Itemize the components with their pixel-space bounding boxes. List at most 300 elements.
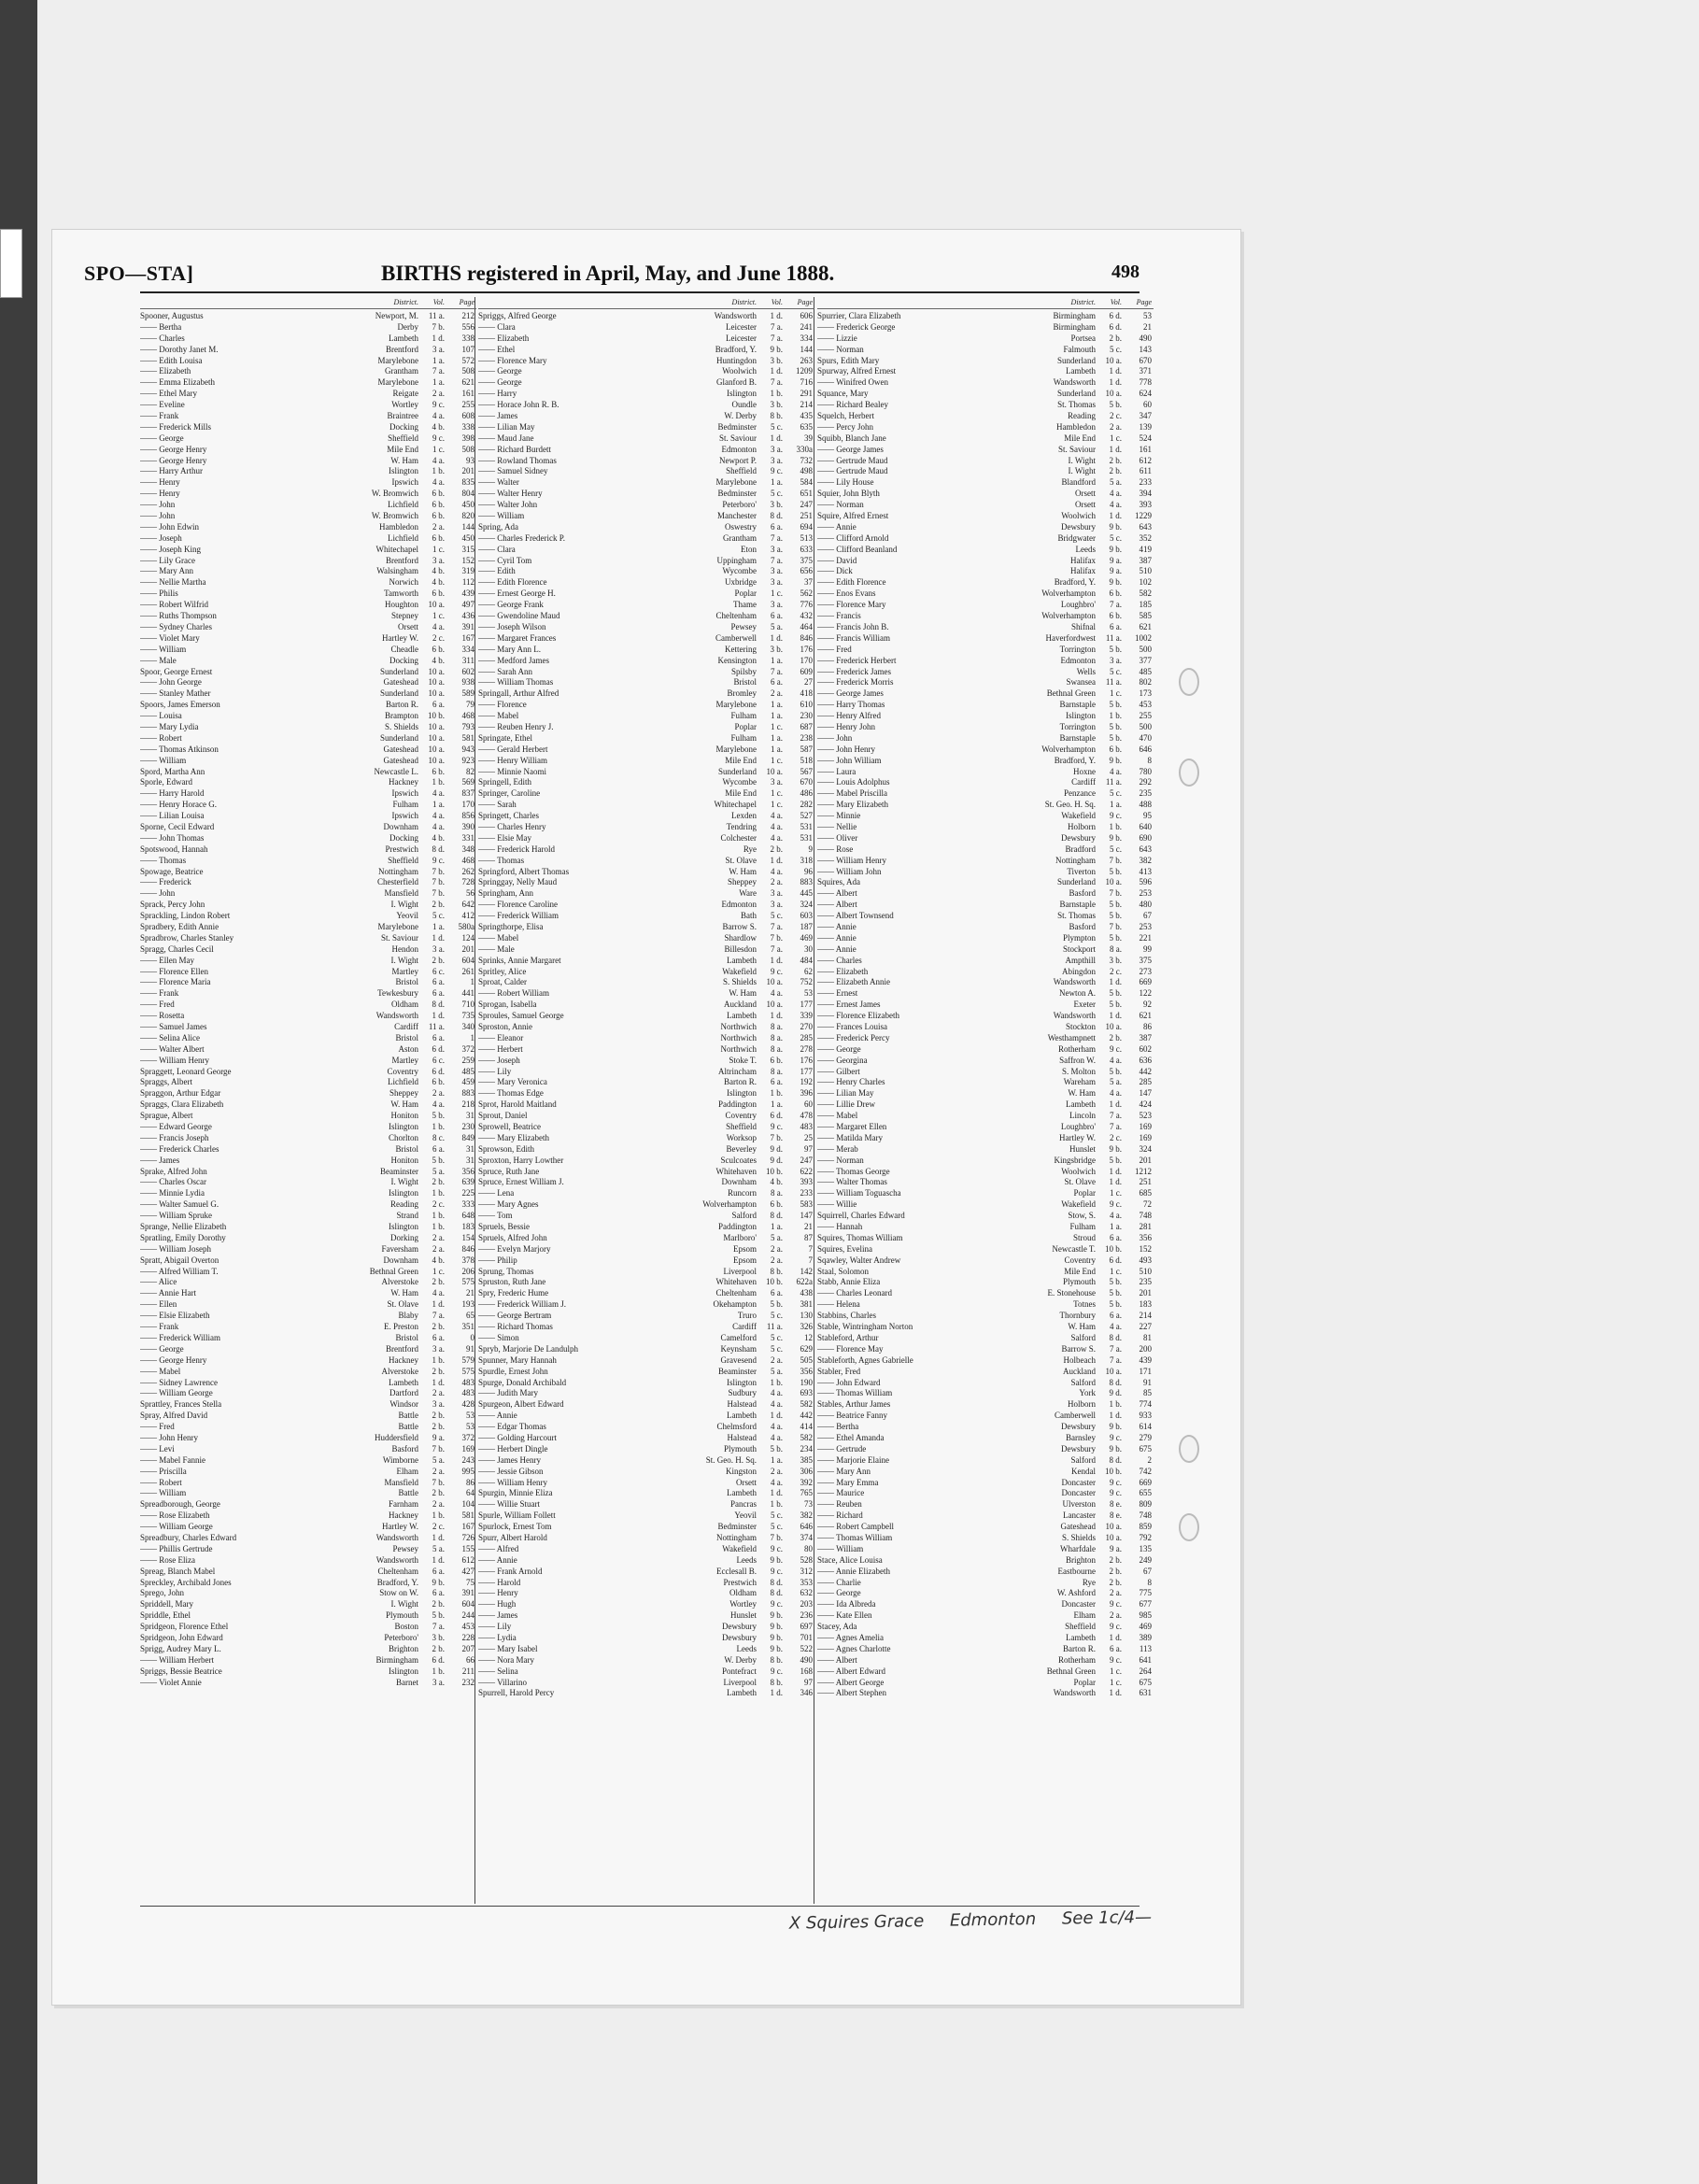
entry-volume: 9 b. (770, 1610, 783, 1621)
entry-district: Sunderland (380, 732, 418, 743)
entry-page: 79 (466, 700, 474, 710)
entry-district: Bath (741, 911, 757, 921)
entry-name: —— Sarah (478, 800, 517, 810)
entry-district: Lambeth (727, 1011, 757, 1021)
entry-page: 587 (800, 744, 813, 754)
entry-name: —— Lizzie (817, 333, 857, 343)
entry-page: 183 (461, 1222, 474, 1232)
entry-volume: 4 a. (1110, 1088, 1122, 1099)
entry-page: 642 (461, 900, 474, 910)
register-entry (140, 811, 476, 822)
entry-page: 339 (800, 1011, 813, 1021)
entry-page: 1 (470, 1032, 474, 1042)
entry-name: —— Ellen May (140, 955, 194, 965)
entry-name: —— Clara (478, 321, 516, 332)
entry-district: Martley (391, 1055, 418, 1065)
entry-volume: 7 a. (771, 666, 783, 676)
entry-volume: 1 d. (770, 366, 783, 376)
entry-page: 500 (1139, 644, 1152, 654)
entry-volume: 5 c. (771, 421, 783, 432)
register-entry (140, 311, 476, 322)
entry-district: Sunderland (718, 766, 757, 776)
entry-page: 483 (800, 1122, 813, 1132)
entry-name: —— Ethel Mary (140, 389, 197, 399)
entry-district: Dorking (390, 1232, 418, 1242)
entry-name: —— Gilbert (817, 1066, 860, 1076)
entry-district: Halifax (1070, 566, 1096, 576)
entry-name: —— Ernest (817, 988, 858, 999)
register-entry (817, 1167, 1154, 1178)
entry-name: —— Ruths Thompson (140, 611, 217, 621)
entry-district: Cheadle (390, 644, 418, 654)
entry-page: 687 (800, 721, 813, 731)
entry-page: 485 (461, 1066, 474, 1076)
entry-district: St. Thomas (1057, 400, 1096, 410)
entry-district: Torrington (1059, 644, 1096, 654)
register-entry (140, 445, 476, 456)
entry-name: —— James (478, 411, 518, 421)
register-entry (817, 1299, 1154, 1311)
entry-volume: 4 b. (432, 832, 445, 843)
entry-page: 603 (800, 911, 813, 921)
entry-volume: 7 a. (771, 532, 783, 543)
entry-name: Spurway, Alfred Ernest (817, 366, 897, 376)
register-entry (817, 322, 1154, 333)
entry-volume: 2 a. (771, 1255, 783, 1265)
register-entry (817, 711, 1154, 722)
register-entry (478, 411, 814, 422)
register-entry (140, 489, 476, 500)
entry-volume: 5 c. (432, 911, 445, 921)
entry-page: 604 (461, 1599, 474, 1610)
entry-page: 450 (461, 532, 474, 543)
entry-district: Kettering (725, 644, 757, 654)
entry-name: —— George James (817, 444, 884, 454)
entry-volume: 6 a. (432, 1143, 445, 1154)
entry-volume: 9 b. (770, 1622, 783, 1632)
entry-name: Spurgeon, Albert Edward (478, 1399, 564, 1410)
index-column-1 (140, 297, 476, 1904)
entry-page: 161 (1139, 444, 1152, 454)
entry-name: Sprogan, Isabella (478, 1000, 537, 1010)
register-entry (140, 556, 476, 567)
entry-volume: 4 a. (771, 832, 783, 843)
entry-district: Hartley W. (1059, 1132, 1096, 1142)
entry-volume: 5 c. (1110, 532, 1122, 543)
register-entry (140, 1633, 476, 1644)
register-entry (817, 645, 1154, 656)
register-entry (140, 1344, 476, 1355)
register-entry (478, 622, 814, 633)
entry-page: 856 (461, 811, 474, 821)
entry-volume: 9 a. (1110, 1543, 1122, 1553)
entry-district: W. Ham (729, 988, 757, 999)
register-entry (478, 511, 814, 522)
entry-page: 837 (461, 788, 474, 799)
register-entry (140, 911, 476, 922)
entry-name: Sprague, Albert (140, 1111, 193, 1121)
entry-name: —— Lydia (478, 1632, 517, 1642)
entry-page: 486 (800, 788, 813, 799)
entry-district: Birmingham (1053, 311, 1096, 320)
entry-volume: 4 a. (1110, 500, 1122, 510)
entry-page: 604 (461, 955, 474, 965)
entry-name: —— Lily (478, 1622, 512, 1632)
entry-district: Sheffield (726, 466, 757, 476)
entry-district: Lambeth (1066, 366, 1096, 376)
entry-page: 655 (1139, 1488, 1152, 1498)
register-entry (140, 322, 476, 333)
entry-page: 173 (1139, 688, 1152, 699)
entry-volume: 9 c. (432, 400, 445, 410)
entry-volume: 5 b. (770, 1299, 783, 1310)
entry-name: —— Lena (478, 1188, 515, 1198)
entry-page: 646 (1139, 744, 1152, 754)
entry-page: 201 (1139, 1288, 1152, 1298)
entry-page: 669 (1139, 1477, 1152, 1487)
entry-volume: 4 a. (432, 411, 445, 421)
entry-district: Dewsbury (722, 1632, 757, 1642)
entry-page: 802 (1139, 677, 1152, 688)
entry-page: 75 (466, 1577, 474, 1587)
entry-district: Downham (383, 821, 418, 831)
register-entry (140, 822, 476, 833)
register-entry (817, 877, 1154, 888)
entry-district: Nottingham (716, 1532, 757, 1542)
entry-volume: 6 b. (432, 511, 445, 521)
entry-page: 340 (461, 1022, 474, 1031)
entry-page: 243 (461, 1454, 474, 1465)
entry-page: 393 (1139, 500, 1152, 510)
entry-district: Sheffield (726, 1122, 757, 1132)
entry-name: Stabb, Annie Eliza (817, 1277, 881, 1287)
register-entry (817, 1688, 1154, 1699)
entry-volume: 1 c. (771, 800, 783, 810)
entry-name: —— Frederick William (140, 1332, 220, 1342)
entry-volume: 2 b. (1109, 1554, 1122, 1565)
entry-volume: 9 b. (1109, 755, 1122, 765)
entry-name: —— Florence (478, 700, 527, 710)
register-entry (478, 1678, 814, 1689)
entry-volume: 1 b. (432, 1211, 445, 1221)
entry-district: Barnsley (1066, 1432, 1096, 1442)
entry-volume: 4 a. (432, 788, 445, 799)
entry-name: Sproules, Samuel George (478, 1011, 564, 1021)
entry-district: Wakefield (722, 966, 757, 976)
entry-volume: 6 a. (771, 611, 783, 621)
entry-name: —— Bertha (817, 1422, 859, 1432)
entry-name: Sprattley, Frances Stella (140, 1399, 222, 1410)
entry-district: Manchester (717, 511, 757, 521)
entry-volume: 5 b. (1109, 988, 1122, 999)
register-entry (817, 1311, 1154, 1322)
register-entry (140, 700, 476, 711)
register-entry (140, 1644, 476, 1655)
entry-name: —— Frank (140, 1322, 179, 1332)
entry-page: 93 (466, 455, 474, 465)
entry-name: —— Mabel Fannie (140, 1454, 205, 1465)
entry-volume: 9 c. (1110, 1599, 1122, 1610)
entry-volume: 5 b. (1109, 866, 1122, 876)
register-entry (140, 1311, 476, 1322)
register-entry (817, 1510, 1154, 1522)
entry-district: Hoxne (1073, 766, 1096, 776)
entry-district: Huddersfield (375, 1432, 418, 1442)
entry-volume: 8 d. (1109, 1377, 1122, 1387)
register-entry (478, 656, 814, 667)
entry-page: 387 (1139, 1032, 1152, 1042)
entry-district: Bradford (1065, 844, 1096, 854)
entry-name: —— Thomas (478, 855, 525, 865)
entry-name: Spurs, Edith Mary (817, 355, 880, 365)
entry-district: Chelmsford (716, 1422, 757, 1432)
entry-district: Coventry (725, 1111, 757, 1121)
entry-district: W. Bromwich (371, 511, 418, 521)
entry-district: Barrow S. (1061, 1343, 1096, 1354)
entry-name: Squires, Evelina (817, 1243, 872, 1254)
register-entry (478, 888, 814, 900)
register-entry (140, 922, 476, 933)
entry-district: Northwich (720, 1032, 757, 1042)
register-entry (140, 677, 476, 688)
entry-district: Elham (396, 1466, 418, 1476)
entry-page: 483 (461, 1377, 474, 1387)
entry-name: —— Joseph Wilson (478, 621, 546, 631)
entry-name: —— Thomas Atkinson (140, 744, 219, 754)
entry-page: 334 (800, 333, 813, 343)
entry-name: —— Male (478, 943, 515, 954)
entry-volume: 9 b. (770, 1643, 783, 1653)
entry-district: Bridgwater (1057, 532, 1096, 543)
entry-name: Stacey, Ada (817, 1622, 857, 1632)
entry-volume: 8 b. (770, 411, 783, 421)
register-entry (140, 856, 476, 867)
register-entry (140, 1122, 476, 1133)
entry-name: —— Tom (478, 1211, 513, 1221)
register-entry (478, 988, 814, 1000)
entry-district: Lambeth (389, 333, 418, 343)
entry-volume: 5 b. (432, 1111, 445, 1121)
entry-name: —— Harry (478, 389, 517, 399)
register-entry (817, 688, 1154, 700)
entry-district: Lambeth (727, 1411, 757, 1421)
entry-district: S. Shields (722, 977, 757, 987)
entry-district: York (1079, 1388, 1096, 1398)
entry-page: 635 (800, 421, 813, 432)
entry-volume: 1 a. (771, 655, 783, 665)
entry-name: —— Albert (817, 900, 857, 910)
entry-page: 152 (1139, 1243, 1152, 1254)
entry-district: Grantham (385, 366, 418, 376)
entry-page: 435 (800, 411, 813, 421)
entry-district: Whitehaven (715, 1166, 757, 1176)
entry-volume: 5 a. (1110, 1077, 1122, 1087)
entry-district: Lambeth (727, 955, 757, 965)
register-entry (817, 1022, 1154, 1033)
entry-district: Barrow S. (722, 921, 757, 931)
entry-district: Barnstaple (1059, 900, 1096, 910)
register-entry (140, 456, 476, 467)
entry-page: 985 (1139, 1610, 1152, 1621)
entry-volume: 8 b. (770, 1266, 783, 1276)
register-entry (478, 1311, 814, 1322)
entry-page: 372 (461, 1432, 474, 1442)
entry-volume: 1 a. (432, 377, 445, 388)
entry-name: —— Charles Henry (478, 821, 546, 831)
entry-volume: 8 b. (770, 1677, 783, 1687)
entry-name: —— John Henry (817, 744, 875, 754)
register-entry (817, 677, 1154, 688)
entry-page: 497 (461, 600, 474, 610)
entry-district: Penzance (1064, 788, 1096, 799)
entry-page: 91 (466, 1343, 474, 1354)
register-entry (478, 1122, 814, 1133)
entry-volume: 9 c. (771, 466, 783, 476)
entry-district: Stow on W. (379, 1588, 418, 1598)
register-entry (478, 756, 814, 767)
register-entry (478, 1344, 814, 1355)
entry-page: 439 (461, 589, 474, 599)
entry-volume: 1 d. (770, 311, 783, 320)
register-entry (478, 956, 814, 967)
entry-name: —— Oliver (817, 832, 858, 843)
entry-district: Hunslet (730, 1610, 757, 1621)
entry-name: Sproxton, Harry Lowther (478, 1155, 564, 1165)
entry-name: —— Joseph King (140, 544, 201, 554)
entry-volume: 8 a. (771, 1032, 783, 1042)
register-entry (817, 1533, 1154, 1544)
entry-volume: 8 a. (771, 1188, 783, 1198)
entry-district: Stow, S. (1068, 1211, 1096, 1221)
entry-page: 651 (800, 489, 813, 499)
entry-page: 382 (1139, 855, 1152, 865)
entry-district: St. Geo. H. Sq. (1044, 800, 1096, 810)
entry-name: —— Edith (478, 566, 516, 576)
register-entry (478, 1555, 814, 1567)
entry-page: 241 (800, 321, 813, 332)
entry-volume: 10 a. (1105, 877, 1122, 887)
entry-district: Pancras (730, 1499, 757, 1510)
entry-page: 338 (461, 421, 474, 432)
entry-name: —— Winifred Owen (817, 377, 888, 388)
entry-page: 677 (1139, 1599, 1152, 1610)
entry-name: Spriddle, Ethel (140, 1610, 191, 1621)
entry-page: 669 (1139, 977, 1152, 987)
entry-district: Yeovil (734, 1510, 757, 1521)
register-entry (817, 1156, 1154, 1167)
entry-volume: 3 a. (771, 900, 783, 910)
entry-name: —— Nellie Martha (140, 577, 206, 588)
entry-name: —— Albert Townsend (817, 911, 894, 921)
entry-volume: 1 a. (771, 700, 783, 710)
register-entry (817, 1077, 1154, 1088)
entry-page: 235 (1139, 1277, 1152, 1287)
entry-name: —— Louisa (140, 711, 182, 721)
register-entry (478, 556, 814, 567)
register-entry (140, 1555, 476, 1567)
entry-district: Loughbro' (1060, 1122, 1096, 1132)
entry-volume: 1 d. (1109, 1632, 1122, 1642)
entry-name: —— Clifford Arnold (817, 532, 889, 543)
register-entry (817, 1355, 1154, 1367)
entry-name: —— Harry Arthur (140, 466, 203, 476)
entry-name: —— Annie (817, 521, 857, 532)
entry-page: 281 (1139, 1222, 1152, 1232)
entry-name: Sprack, Percy John (140, 900, 205, 910)
register-entry (478, 1000, 814, 1011)
entry-district: Poplar (734, 589, 757, 599)
entry-district: Wolverhampton (1041, 744, 1096, 754)
entry-page: 606 (800, 311, 813, 320)
entry-district: Barton R. (724, 1077, 757, 1087)
register-entry (817, 1233, 1154, 1244)
entry-volume: 6 b. (1109, 589, 1122, 599)
entry-district: Orsett (1075, 500, 1096, 510)
entry-district: Woolwich (1061, 511, 1096, 521)
entry-district: Uxbridge (725, 577, 757, 588)
entry-district: Abingdon (1062, 966, 1096, 976)
register-entry (478, 577, 814, 589)
entry-volume: 6 a. (432, 1032, 445, 1042)
entry-volume: 4 a. (432, 821, 445, 831)
entry-page: 390 (461, 821, 474, 831)
register-entry (817, 922, 1154, 933)
entry-volume: 1 a. (432, 800, 445, 810)
entry-volume: 3 b. (432, 1632, 445, 1642)
entry-name: —— Mabel (817, 1111, 858, 1121)
entry-volume: 5 b. (1109, 721, 1122, 731)
entry-page: 12 (804, 1332, 813, 1342)
entry-district: Wycombe (722, 777, 757, 787)
entry-district: Falmouth (1063, 344, 1096, 354)
entry-page: 439 (1139, 1354, 1152, 1365)
register-entry (478, 1522, 814, 1533)
register-entry (478, 1510, 814, 1522)
register-entry (478, 1255, 814, 1267)
entry-page: 608 (461, 411, 474, 421)
register-entry (817, 1277, 1154, 1288)
entry-name: —— Ellen (140, 1299, 177, 1310)
entry-name: —— William Spruke (140, 1211, 212, 1221)
entry-volume: 9 b. (1109, 1143, 1122, 1154)
entry-name: Spraggon, Arthur Edgar (140, 1088, 221, 1099)
entry-district: Leeds (736, 1643, 757, 1653)
entry-district: Newton A. (1059, 988, 1096, 999)
entry-volume: 9 b. (1109, 832, 1122, 843)
entry-volume: 1 a. (771, 744, 783, 754)
entry-page: 883 (461, 1088, 474, 1099)
entry-district: Spilsby (730, 666, 757, 676)
entry-volume: 1 c. (1110, 1266, 1122, 1276)
entry-page: 377 (1139, 655, 1152, 665)
entry-volume: 8 c. (432, 1132, 445, 1142)
entry-page: 206 (461, 1266, 474, 1276)
entry-page: 701 (800, 1632, 813, 1642)
entry-volume: 5 c. (771, 1332, 783, 1342)
entry-district: Kensington (717, 655, 757, 665)
entry-volume: 1 b. (432, 1510, 445, 1521)
entry-district: Ipswich (391, 788, 418, 799)
entry-name: —— Mary Agnes (478, 1199, 539, 1210)
entry-name: Sporle, Edward (140, 777, 192, 787)
binding-hole (1179, 759, 1199, 787)
entry-name: —— Annie (478, 1554, 517, 1565)
register-entry (817, 722, 1154, 733)
entry-volume: 6 a. (771, 1288, 783, 1298)
register-entry (140, 377, 476, 389)
entry-district: Bradford, Y. (1054, 755, 1096, 765)
entry-name: —— William (140, 755, 187, 765)
